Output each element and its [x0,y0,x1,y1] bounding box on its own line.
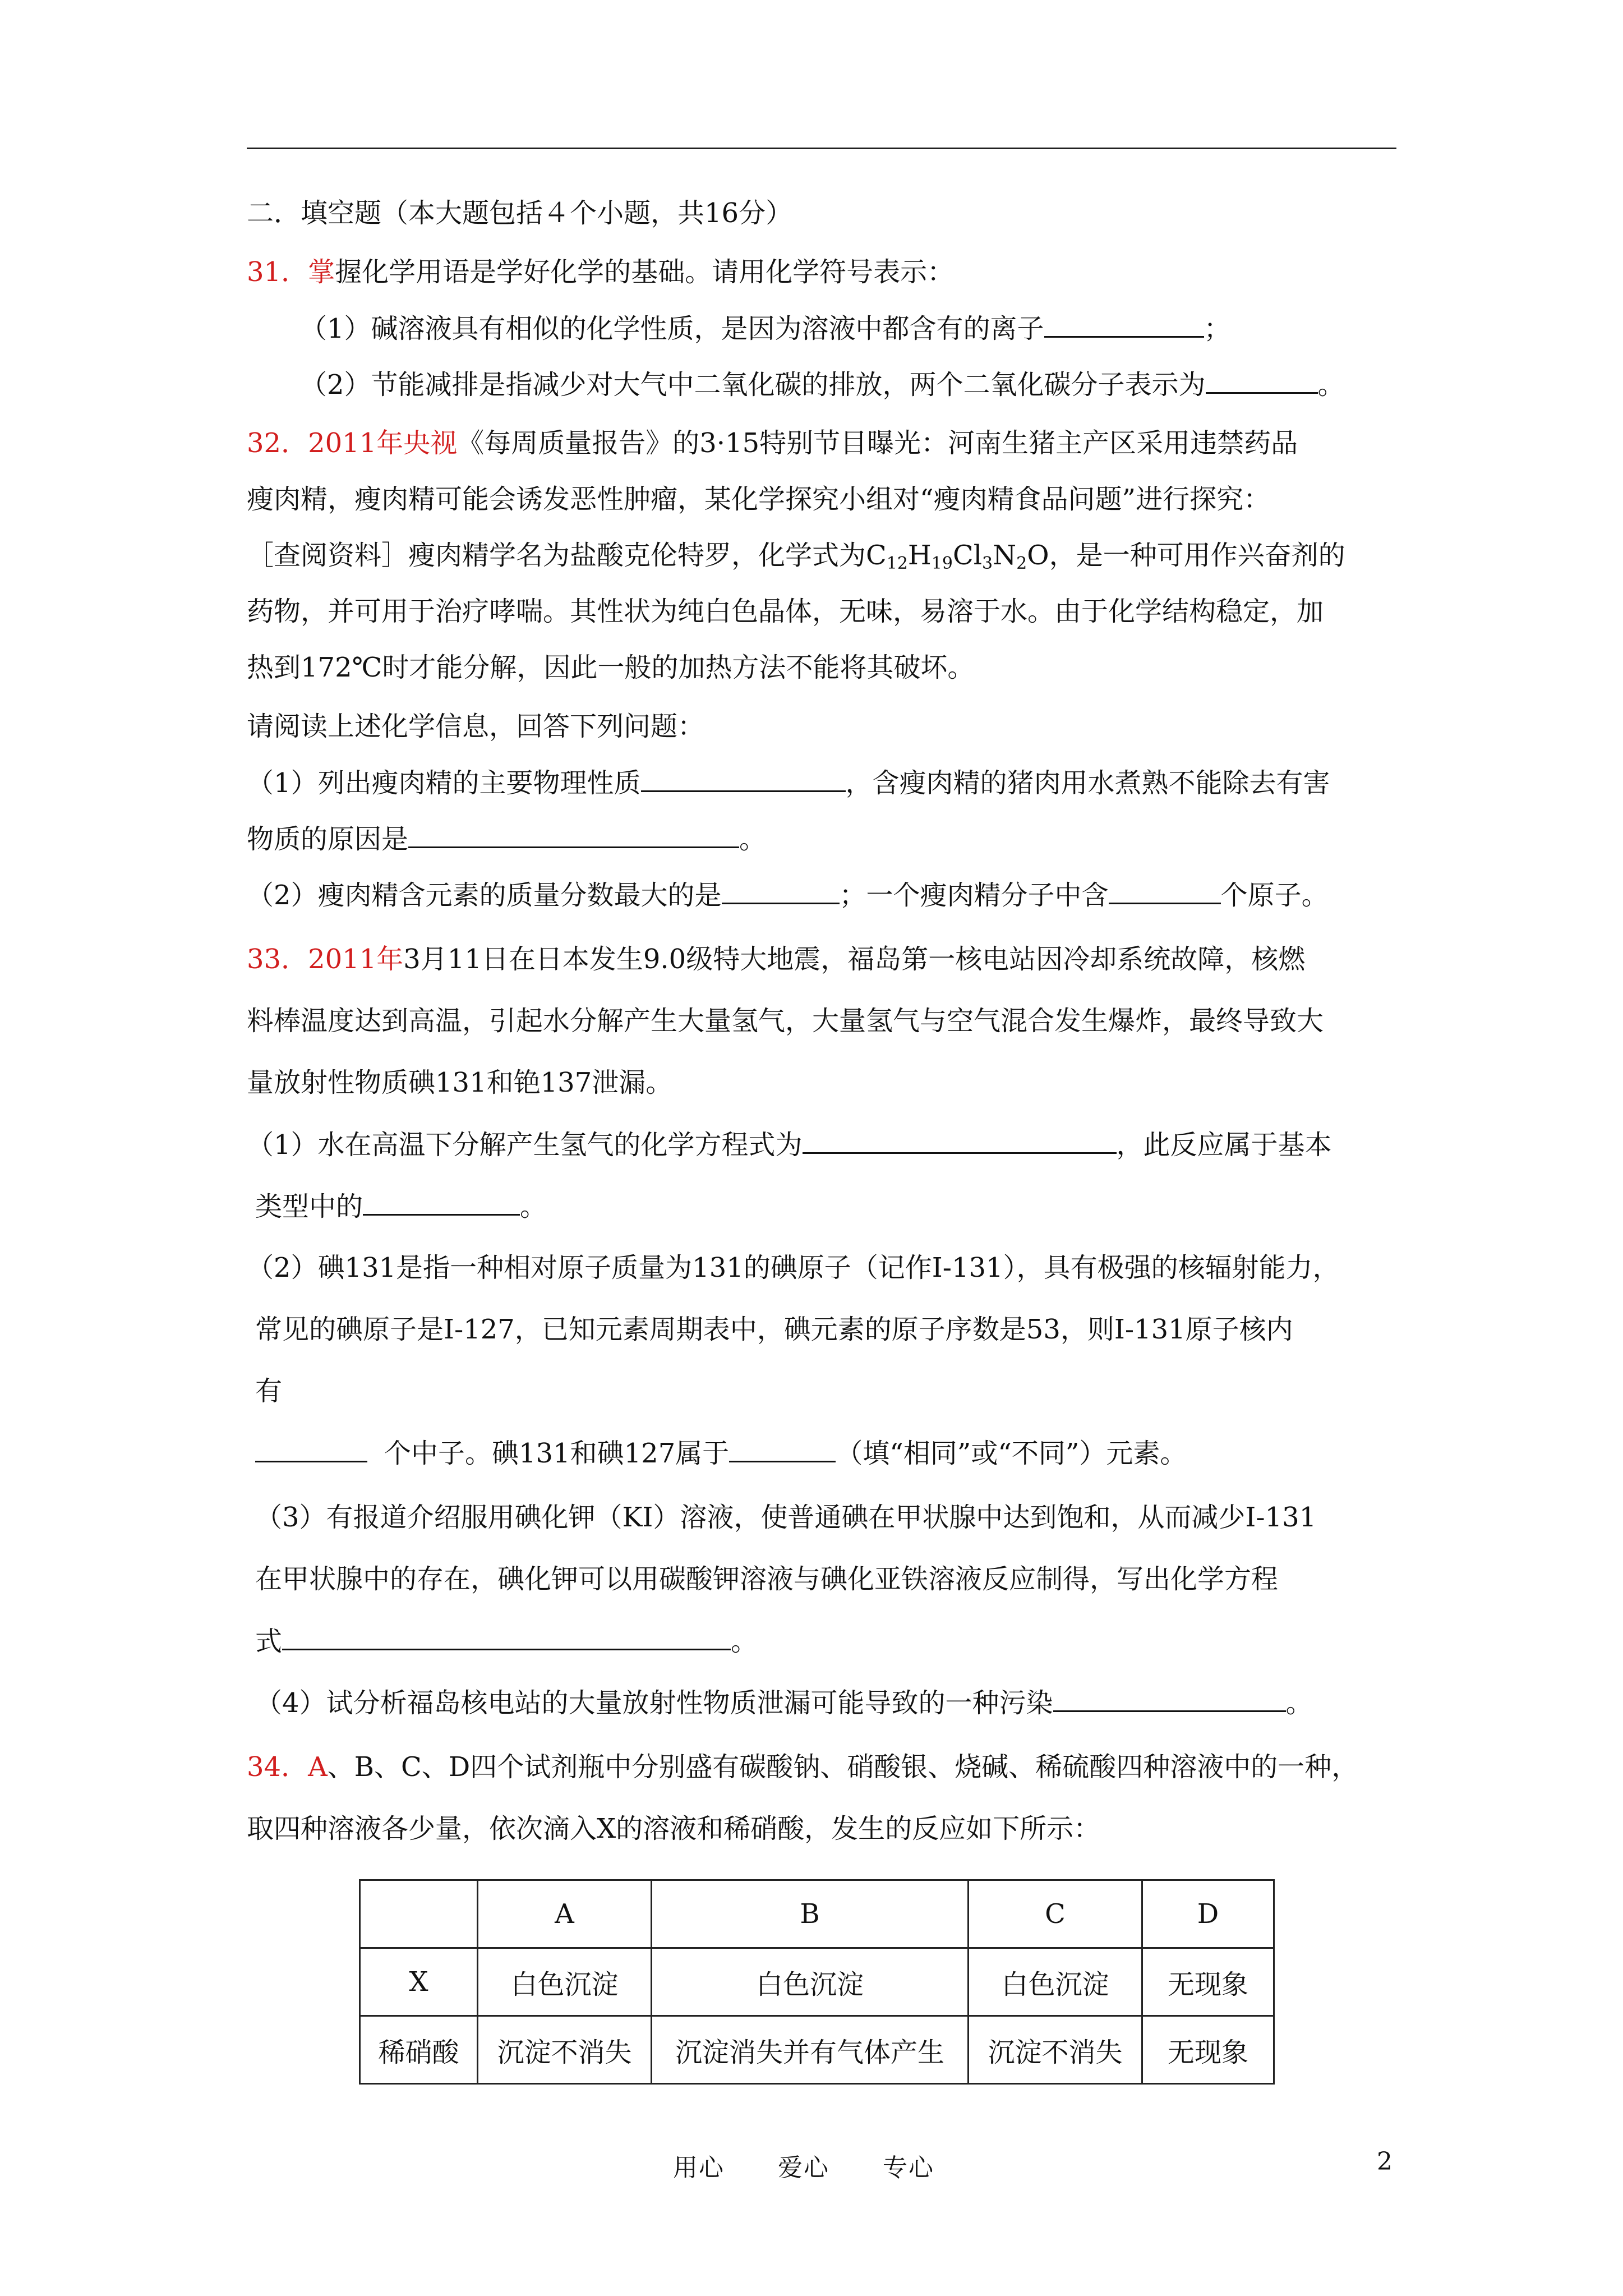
answer-blank[interactable] [729,1436,836,1462]
question-31-stem: 31．掌握化学用语是学好化学的基础。请用化学符号表示： [247,256,955,288]
footer-motto: 用心 爱心 专心 [673,2154,934,2182]
table-row [360,1948,1274,2016]
question-32-part-1: （1）列出瘦肉精的主要物理性质 ，含瘦肉精的猪肉用水煮熟不能除去有害 [247,766,1330,800]
section-title: 二．填空题（本大题包括４个小题，共16分） [247,197,793,229]
table-cell: C [969,1880,1142,1948]
answer-blank[interactable] [255,1436,367,1462]
question-33-line-3: 量放射性物质碘131和铯137泄漏。 [247,1067,673,1098]
answer-blank[interactable] [1206,367,1318,394]
answer-blank[interactable] [803,1128,1117,1154]
question-34-line-2: 取四种溶液各少量，依次滴入X的溶液和稀硝酸，发生的反应如下所示： [247,1813,1101,1844]
question-33-part-2-line-3: 有 [255,1375,283,1407]
answer-blank[interactable] [641,766,846,792]
table-cell: 沉淀不消失 [969,2016,1142,2084]
question-33-line-1: 33．2011年3月11日在日本发生9.0级特大地震，福岛第一核电站因冷却系统故障，核燃 [247,944,1306,975]
table-cell: 沉淀消失并有气体产生 [652,2016,969,2084]
question-34-line-1: 34．A、B、C、D四个试剂瓶中分别盛有碳酸钠、硝酸银、烧碱、稀硫酸四种溶液中的一种， [247,1751,1359,1783]
question-32-part-2: （2）瘦肉精含元素的质量分数最大的是 ；一个瘦肉精分子中含 个原子。 [247,878,1329,912]
question-number: 31．掌 [247,256,335,288]
table-cell: 无现象 [1142,1948,1274,2016]
question-32-line-4: 药物，并可用于治疗哮喘。其性状为纯白色晶体，无味，易溶于水。由于化学结构稳定，加 [247,596,1324,627]
question-33-line-2: 料棒温度达到高温，引起水分解产生大量氢气，大量氢气与空气混合发生爆炸，最终导致大 [247,1005,1324,1037]
answer-blank[interactable] [1109,878,1221,904]
question-number: 32．2011年央视 [247,427,458,459]
question-33-part-1: （1）水在高温下分解产生氢气的化学方程式为 ，此反应属于基本 [247,1128,1332,1162]
question-33-part-2-line-2: 常见的碘原子是I-127，已知元素周期表中，碘元素的原子序数是53，则I-131原子核内 [255,1314,1293,1345]
table-header-row [360,1880,1274,1948]
question-33-part-4: （4）试分析福岛核电站的大量放射性物质泄漏可能导致的一种污染 。 [255,1686,1313,1720]
table-row [360,2016,1274,2084]
question-32-line-5: 热到172℃时才能分解，因此一般的加热方法不能将其破坏。 [247,652,975,683]
question-33-part-3-line-3: 式 。 [255,1624,758,1658]
question-33-part-2-line-1: （2）碘131是指一种相对原子质量为131的碘原子（记作I-131），具有极强的核辐射能力， [247,1252,1340,1283]
table-cell: 白色沉淀 [478,1948,652,2016]
question-32-line-1: 32．2011年央视《每周质量报告》的3·15特别节目曝光：河南生猪主产区采用违禁药品 [247,427,1298,459]
header-rule [247,148,1396,149]
question-number: 33．2011年 [247,944,404,975]
question-32-line-3: ［查阅资料］瘦肉精学名为盐酸克伦特罗，化学式为$C_{12}H_{19}Cl_3N_2O$，是一种可用作兴奋剂的 [247,540,1345,573]
table-cell: D [1142,1880,1274,1948]
table-cell: 白色沉淀 [969,1948,1142,2016]
answer-blank[interactable] [408,822,739,848]
question-number: 34．A [247,1751,328,1783]
table-cell: B [652,1880,969,1948]
table-cell: 白色沉淀 [652,1948,969,2016]
reaction-table [359,1879,1275,2085]
table-cell: A [478,1880,652,1948]
answer-blank[interactable] [1053,1686,1286,1712]
question-32-line-6: 请阅读上述化学信息，回答下列问题： [247,711,705,742]
answer-blank[interactable] [1044,311,1204,338]
table-cell: 稀硝酸 [360,2016,478,2084]
question-33-part-3-line-2: 在甲状腺中的存在，碘化钾可以用碳酸钾溶液与碘化亚铁溶液反应制得，写出化学方程 [255,1563,1279,1595]
answer-blank[interactable] [722,878,840,904]
question-31-part-2: （2）节能减排是指减少对大气中二氧化碳的排放，两个二氧化碳分子表示为 。 [300,367,1345,402]
question-31-part-1: （1）碱溶液具有相似的化学性质，是因为溶液中都含有的离子 ； [300,311,1231,346]
answer-blank[interactable] [363,1189,520,1216]
table-cell: X [360,1948,478,2016]
table-cell [360,1880,478,1948]
question-33-part-2-line-4: 个中子。碘131和碘127属于 （填“相同”或“不同”）元素。 [255,1436,1187,1470]
question-32-line-2: 瘦肉精，瘦肉精可能会诱发恶性肿瘤，某化学探究小组对“瘦肉精食品问题”进行探究： [247,484,1271,515]
table-cell: 沉淀不消失 [478,2016,652,2084]
answer-blank[interactable] [282,1624,731,1650]
question-33-part-3-line-1: （3）有报道介绍服用碘化钾（KI）溶液，使普通碘在甲状腺中达到饱和，从而减少I-131 [255,1502,1317,1533]
table-cell: 无现象 [1142,2016,1274,2084]
question-32-part-1-cont: 物质的原因是 。 [247,822,766,856]
question-33-part-1-cont: 类型中的 。 [255,1189,547,1223]
page-number: 2 [1377,2147,1393,2176]
